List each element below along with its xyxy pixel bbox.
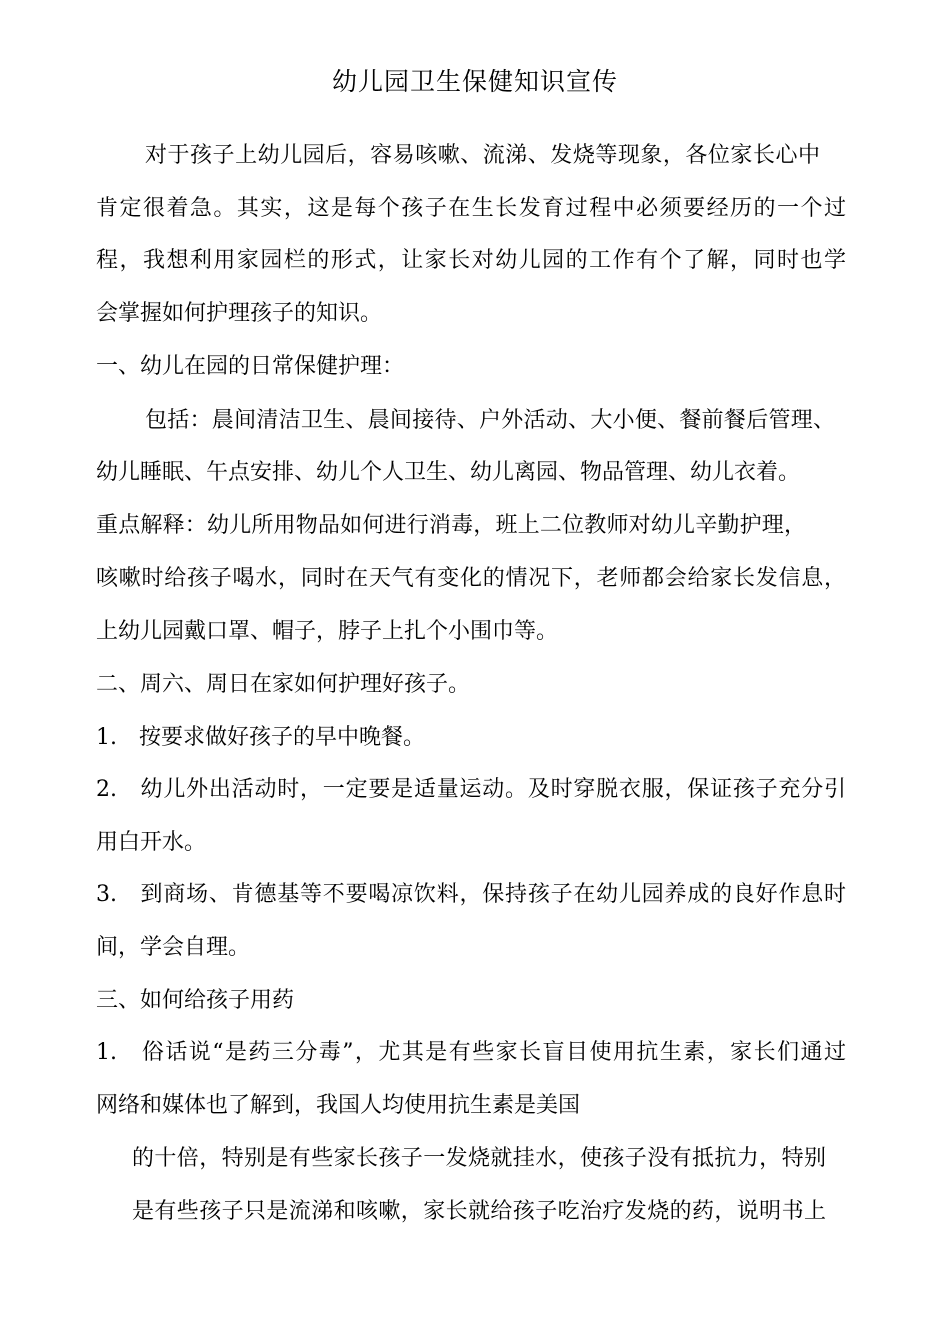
paragraph-line: 幼儿睡眠、午点安排、幼儿个人卫生、幼儿离园、物品管理、幼儿衣着。 [96, 460, 801, 485]
list-item-continuation: 用白开水。 [96, 830, 207, 855]
paragraph-line: 包括：晨间清洁卫生、晨间接待、户外活动、大小便、餐前餐后管理、 [145, 408, 835, 433]
paragraph-line: 咳嗽时给孩子喝水，同时在天气有变化的情况下，老师都会给家长发信息， [96, 566, 846, 591]
list-item-continuation: 间，学会自理。 [96, 935, 251, 960]
paragraph-line: 重点解释：幼儿所用物品如何进行消毒，班上二位教师对幼儿辛勤护理， [96, 513, 806, 538]
section-heading: 三、如何给孩子用药 [96, 988, 295, 1013]
paragraph-line: 对于孩子上幼儿园后，容易咳嗽、流涕、发烧等现象，各位家长心中 [145, 143, 820, 168]
list-item: 1. 俗话说“是药三分毒”，尤其是有些家长盲目使用抗生素，家长们通过 [96, 1040, 846, 1065]
list-item-continuation: 网络和媒体也了解到，我国人均使用抗生素是美国 [96, 1093, 581, 1118]
list-item-continuation: 是有些孩子只是流涕和咳嗽，家长就给孩子吃治疗发烧的药，说明书上 [132, 1199, 826, 1224]
document-title: 幼儿园卫生保健知识宣传 [331, 67, 618, 96]
section-heading: 二、周六、周日在家如何护理好孩子。 [96, 672, 471, 697]
list-item: 2. 幼儿外出活动时，一定要是适量运动。及时穿脱衣服，保证孩子充分引 [96, 777, 846, 802]
paragraph-line: 程，我想利用家园栏的形式，让家长对幼儿园的工作有个了解，同时也学 [96, 248, 846, 273]
list-item-continuation: 的十倍，特别是有些家长孩子一发烧就挂水，使孩子没有抵抗力，特别 [132, 1146, 826, 1171]
paragraph-line: 会掌握如何护理孩子的知识。 [96, 301, 383, 326]
list-item: 1. 按要求做好孩子的早中晚餐。 [96, 725, 425, 750]
section-heading: 一、幼儿在园的日常保健护理： [96, 354, 405, 379]
paragraph-line: 肯定很着急。其实，这是每个孩子在生长发育过程中必须要经历的一个过 [96, 196, 846, 221]
list-item: 3. 到商场、肯德基等不要喝凉饮料，保持孩子在幼儿园养成的良好作息时 [96, 882, 846, 907]
paragraph-line: 上幼儿园戴口罩、帽子，脖子上扎个小围巾等。 [96, 619, 559, 644]
